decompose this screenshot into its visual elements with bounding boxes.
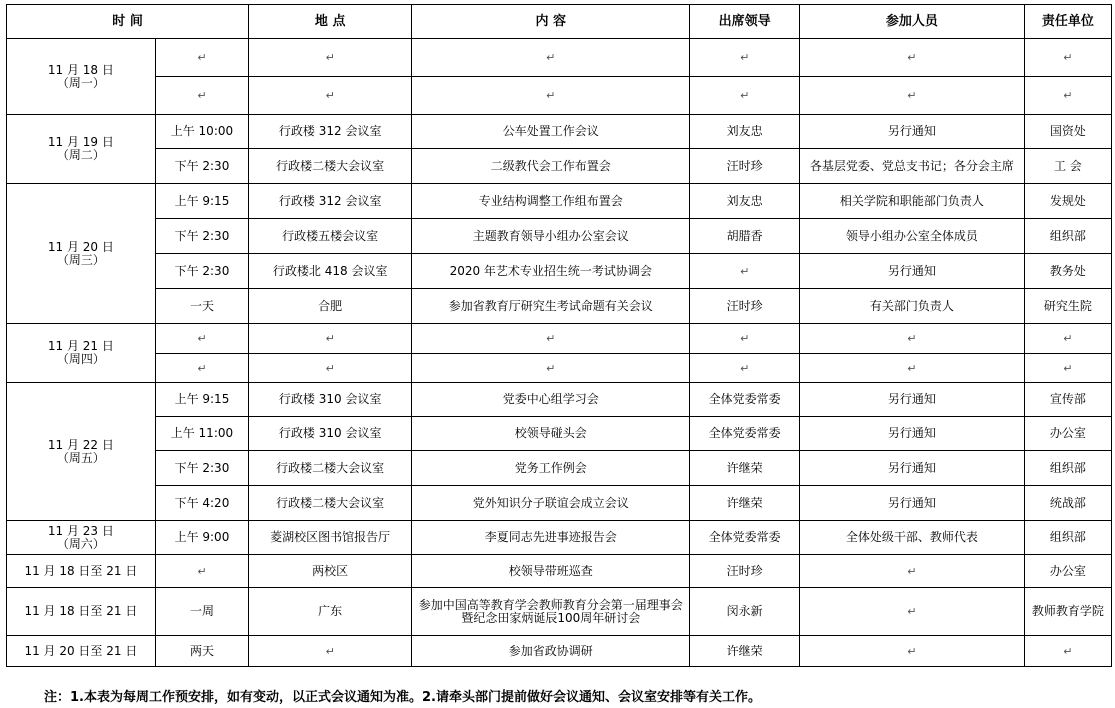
cell-unit: ↵ (1024, 636, 1111, 667)
cell-attendees: ↵ (800, 324, 1025, 354)
day-weekday: （周二） (56, 148, 105, 162)
cell-unit: ↵ (1024, 354, 1111, 383)
cell-date-range: 11 月 18 日至 21 日 (7, 588, 156, 636)
cell-content: 公车处置工作会议 (412, 115, 690, 149)
day-weekday: （周五） (56, 450, 105, 465)
cell-unit: 教师教育学院 (1024, 588, 1111, 636)
cell-attendees: 另行通知 (800, 383, 1025, 417)
cell-leader: 许继荣 (690, 451, 800, 486)
cell-content: 二级教代会工作布置会 (412, 149, 690, 184)
cell-time: ↵ (155, 39, 248, 77)
header-row (7, 5, 1112, 39)
day-date: 11 月 22 日 (47, 437, 114, 452)
schedule-row (7, 219, 1112, 254)
cell-leader: 胡腊香 (690, 219, 800, 254)
cell-place: ↵ (249, 354, 412, 383)
schedule-row (7, 354, 1112, 383)
header-unit: 责任单位 (1024, 5, 1111, 39)
cell-place: ↵ (249, 324, 412, 354)
cell-attendees: 另行通知 (800, 486, 1025, 521)
cell-time: ↵ (155, 324, 248, 354)
cell-unit: ↵ (1024, 39, 1111, 77)
header-attendees: 参加人员 (800, 5, 1025, 39)
day-date: 11 月 20 日 (47, 239, 114, 254)
cell-place: ↵ (249, 636, 412, 667)
cell-attendees: 相关学院和职能部门负责人 (800, 184, 1025, 219)
schedule-row (7, 521, 1112, 555)
cell-place: 行政楼 310 会议室 (249, 383, 412, 417)
cell-place: 广东 (249, 588, 412, 636)
cell-content: 党务工作例会 (412, 451, 690, 486)
cell-content: 李夏同志先进事迹报告会 (412, 521, 690, 555)
cell-time: 下午 2:30 (155, 254, 248, 289)
cell-place: 行政楼 312 会议室 (249, 184, 412, 219)
cell-content: 党委中心组学习会 (412, 383, 690, 417)
cell-content: 参加省政协调研 (412, 636, 690, 667)
cell-place: 行政楼二楼大会议室 (249, 486, 412, 521)
cell-attendees: 另行通知 (800, 254, 1025, 289)
cell-leader: ↵ (690, 77, 800, 115)
cell-content: ↵ (412, 39, 690, 77)
day-cell (7, 383, 156, 521)
day-cell (7, 115, 156, 184)
cell-time: 上午 9:00 (155, 521, 248, 555)
cell-content: ↵ (412, 77, 690, 115)
schedule-row (7, 289, 1112, 324)
cell-place: 行政楼北 418 会议室 (249, 254, 412, 289)
cell-time: ↵ (155, 555, 248, 588)
header-content: 内 容 (412, 5, 690, 39)
cell-leader: 全体党委常委 (690, 417, 800, 451)
cell-place: 菱湖校区图书馆报告厅 (249, 521, 412, 555)
cell-content: 校领导碰头会 (412, 417, 690, 451)
cell-leader: 汪时珍 (690, 149, 800, 184)
cell-attendees: 全体处级干部、教师代表 (800, 521, 1025, 555)
cell-place: 合肥 (249, 289, 412, 324)
cell-unit: 组织部 (1024, 451, 1111, 486)
cell-leader: ↵ (690, 254, 800, 289)
cell-place: 行政楼二楼大会议室 (249, 149, 412, 184)
schedule-row (7, 451, 1112, 486)
cell-content: 2020 年艺术专业招生统一考试协调会 (412, 254, 690, 289)
cell-attendees: 另行通知 (800, 417, 1025, 451)
day-weekday: （周六） (56, 536, 105, 551)
cell-place: ↵ (249, 39, 412, 77)
cell-time: 下午 4:20 (155, 486, 248, 521)
day-date: 11 月 21 日 (47, 339, 114, 353)
cell-place: 行政楼五楼会议室 (249, 219, 412, 254)
cell-attendees: ↵ (800, 39, 1025, 77)
cell-time: ↵ (155, 354, 248, 383)
cell-unit: ↵ (1024, 324, 1111, 354)
day-cell (7, 521, 156, 555)
cell-time: 上午 9:15 (155, 383, 248, 417)
cell-attendees: 另行通知 (800, 115, 1025, 149)
footnote: 注：1.本表为每周工作预安排，如有变动，以正式会议通知为准。2.请牵头部门提前做好会议通知、会议室安排等有关工作。 (44, 690, 761, 705)
cell-attendees: ↵ (800, 77, 1025, 115)
schedule-row (7, 417, 1112, 451)
cell-leader: 许继荣 (690, 486, 800, 521)
cell-time: 两天 (155, 636, 248, 667)
cell-leader: 闵永新 (690, 588, 800, 636)
cell-unit: 组织部 (1024, 521, 1111, 555)
cell-leader: 刘友忠 (690, 115, 800, 149)
cell-place: ↵ (249, 77, 412, 115)
cell-leader: ↵ (690, 324, 800, 354)
schedule-row (7, 588, 1112, 636)
cell-time: ↵ (155, 77, 248, 115)
cell-content: ↵ (412, 324, 690, 354)
cell-attendees: 领导小组办公室全体成员 (800, 219, 1025, 254)
cell-unit: 工 会 (1024, 149, 1111, 184)
cell-leader: 汪时珍 (690, 289, 800, 324)
header-place: 地 点 (249, 5, 412, 39)
day-weekday: （周三） (56, 252, 105, 267)
cell-time: 上午 9:15 (155, 184, 248, 219)
cell-leader: 全体党委常委 (690, 383, 800, 417)
schedule-table (6, 4, 1112, 667)
cell-attendees: 有关部门负责人 (800, 289, 1025, 324)
cell-date-range: 11 月 20 日至 21 日 (7, 636, 156, 667)
cell-date-range: 11 月 18 日至 21 日 (7, 555, 156, 588)
cell-time: 一天 (155, 289, 248, 324)
cell-content: 参加中国高等教育学会教师教育分会第一届理事会暨纪念田家炳诞辰100周年研讨会 (412, 588, 690, 636)
schedule-row (7, 555, 1112, 588)
day-date: 11 月 18 日 (47, 62, 114, 77)
cell-content: 参加省教育厅研究生考试命题有关会议 (412, 289, 690, 324)
cell-time: 下午 2:30 (155, 149, 248, 184)
header-leader: 出席领导 (690, 5, 800, 39)
cell-place: 两校区 (249, 555, 412, 588)
day-weekday: （周四） (56, 352, 105, 366)
cell-attendees: ↵ (800, 588, 1025, 636)
cell-leader: 刘友忠 (690, 184, 800, 219)
schedule-row (7, 324, 1112, 354)
schedule-row (7, 254, 1112, 289)
day-weekday: （周一） (56, 75, 105, 90)
cell-leader: 汪时珍 (690, 555, 800, 588)
cell-content: 专业结构调整工作组布置会 (412, 184, 690, 219)
cell-content: 主题教育领导小组办公室会议 (412, 219, 690, 254)
schedule-row (7, 636, 1112, 667)
cell-time: 下午 2:30 (155, 451, 248, 486)
cell-place: 行政楼二楼大会议室 (249, 451, 412, 486)
schedule-row (7, 115, 1112, 149)
cell-time: 上午 11:00 (155, 417, 248, 451)
schedule-row (7, 39, 1112, 77)
cell-unit: ↵ (1024, 77, 1111, 115)
day-date: 11 月 23 日 (47, 523, 114, 538)
cell-time: 上午 10:00 (155, 115, 248, 149)
schedule-body (7, 39, 1112, 667)
schedule-row (7, 77, 1112, 115)
cell-unit: 国资处 (1024, 115, 1111, 149)
cell-attendees: ↵ (800, 555, 1025, 588)
cell-place: 行政楼 310 会议室 (249, 417, 412, 451)
cell-leader: 全体党委常委 (690, 521, 800, 555)
cell-place: 行政楼 312 会议室 (249, 115, 412, 149)
cell-unit: 统战部 (1024, 486, 1111, 521)
cell-unit: 办公室 (1024, 417, 1111, 451)
cell-unit: 研究生院 (1024, 289, 1111, 324)
header-time: 时 间 (7, 5, 249, 39)
cell-attendees: ↵ (800, 636, 1025, 667)
cell-time: 下午 2:30 (155, 219, 248, 254)
day-cell (7, 184, 156, 324)
cell-leader: 许继荣 (690, 636, 800, 667)
schedule-row (7, 184, 1112, 219)
cell-unit: 发规处 (1024, 184, 1111, 219)
day-date: 11 月 19 日 (47, 135, 114, 149)
cell-content: 校领导带班巡查 (412, 555, 690, 588)
day-cell (7, 39, 156, 115)
cell-unit: 组织部 (1024, 219, 1111, 254)
schedule-row (7, 149, 1112, 184)
cell-content: ↵ (412, 354, 690, 383)
cell-attendees: 另行通知 (800, 451, 1025, 486)
cell-unit: 办公室 (1024, 555, 1111, 588)
cell-leader: ↵ (690, 354, 800, 383)
schedule-row (7, 383, 1112, 417)
day-cell (7, 324, 156, 383)
cell-leader: ↵ (690, 39, 800, 77)
cell-time: 一周 (155, 588, 248, 636)
cell-attendees: ↵ (800, 354, 1025, 383)
cell-content: 党外知识分子联谊会成立会议 (412, 486, 690, 521)
cell-unit: 教务处 (1024, 254, 1111, 289)
cell-attendees: 各基层党委、党总支书记；各分会主席 (800, 149, 1025, 184)
schedule-row (7, 486, 1112, 521)
cell-unit: 宣传部 (1024, 383, 1111, 417)
